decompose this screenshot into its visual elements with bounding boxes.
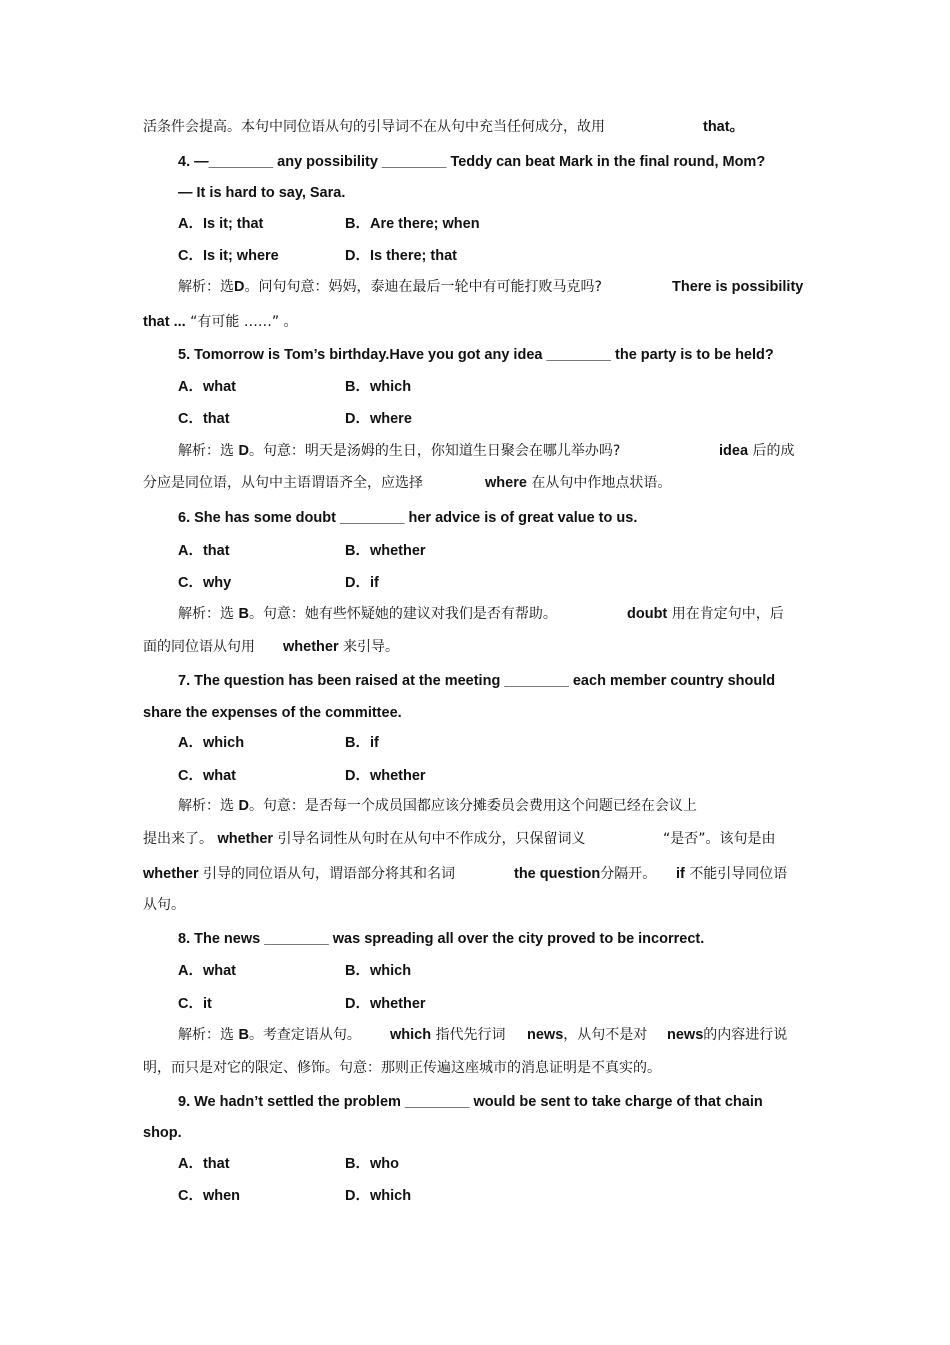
explanation-text: 明，而只是对它的限定、修饰。句意：那则正传遍这座城市的消息证明是不真实的。 xyxy=(143,1060,661,1076)
explanation-keyword: which xyxy=(390,1027,432,1043)
explanation-text: ，从句不是对 xyxy=(563,1027,648,1043)
explanation-text: 的内容进行说 xyxy=(703,1027,788,1043)
explanation-line xyxy=(390,1025,506,1045)
explanation-keyword: whether xyxy=(217,831,274,847)
option-d: D．whether xyxy=(345,996,426,1012)
option-b: B．which xyxy=(345,963,412,979)
question-stem: 4. —________ any possibility ________ Teddy can beat Mark in the final round, Mom? xyxy=(178,154,766,170)
explanation-text: 。问句句意：妈妈，泰迪在最后一轮中有可能打败马克吗? xyxy=(244,279,602,295)
option-d: D．which xyxy=(345,1188,412,1204)
answer-letter: B xyxy=(238,1027,249,1043)
explanation-label: 解析：选 xyxy=(178,443,234,459)
option-c: C．Is it; where xyxy=(178,248,279,264)
explanation-line xyxy=(143,312,298,332)
explanation-line xyxy=(178,1025,361,1045)
explanation-keyword: if xyxy=(676,866,685,882)
explanation-line xyxy=(143,829,586,849)
explanation-line xyxy=(627,604,784,624)
option-b: B．which xyxy=(345,379,412,395)
explanation-text: 来引导。 xyxy=(343,639,400,655)
explanation-keyword: that。 xyxy=(703,119,745,135)
question-stem: 5. Tomorrow is Tom’s birthday.Have you got any idea ________ the party is to be held? xyxy=(178,347,774,363)
explanation-line xyxy=(719,441,794,461)
question-stem-continued: shop. xyxy=(143,1125,182,1141)
option-d: D．Is there; that xyxy=(345,248,457,264)
explanation-text: “有可能 ……” 。 xyxy=(190,314,298,330)
option-b: B．whether xyxy=(345,543,426,559)
explanation-text: 。考查定语从句。 xyxy=(248,1027,361,1043)
explanation-line xyxy=(178,277,602,297)
explanation-text: 面的同位语从句用 xyxy=(143,639,255,655)
option-a: A．that xyxy=(178,1156,230,1172)
option-c: C．what xyxy=(178,768,236,784)
explanation-keyword: where xyxy=(485,475,527,491)
explanation-line xyxy=(667,1025,787,1045)
option-c: C．that xyxy=(178,411,230,427)
option-c: C．why xyxy=(178,575,232,591)
explanation-line xyxy=(283,637,399,657)
explanation-text: 活条件会提高。本句中同位语从句的引导词不在从句中充当任何成分，故用 xyxy=(143,119,605,135)
explanation-label: 解析：选 xyxy=(178,798,234,814)
option-b: B．who xyxy=(345,1156,399,1172)
explanation-text: 后的成 xyxy=(752,443,795,459)
explanation-text: 分应是同位语，从句中主语谓语齐全，应选择 xyxy=(143,475,423,491)
explanation-label: 解析：选 xyxy=(178,606,234,622)
explanation-text: 分隔开。 xyxy=(600,866,657,882)
explanation-keyword: There is possibility xyxy=(672,279,804,295)
option-a: A．what xyxy=(178,963,236,979)
explanation-line xyxy=(178,796,697,816)
option-a: A．that xyxy=(178,543,230,559)
question-stem: 6. She has some doubt ________ her advice is of great value to us. xyxy=(178,510,638,526)
explanation-text: 用在肯定句中，后 xyxy=(671,606,784,622)
explanation-label: 解析：选 xyxy=(178,279,234,295)
answer-letter: D xyxy=(234,279,245,295)
question-stem-continued: share the expenses of the committee. xyxy=(143,705,402,721)
explanation-text: 从句。 xyxy=(143,897,185,913)
option-b: B．if xyxy=(345,735,379,751)
explanation-text: 。句意：她有些怀疑她的建议对我们是否有帮助。 xyxy=(248,606,557,622)
explanation-text: 引导名词性从句时在从句中不作成分，只保留词义 xyxy=(277,831,586,847)
explanation-keyword: news xyxy=(667,1027,704,1043)
explanation-keyword: idea xyxy=(719,443,749,459)
question-stem: 9. We hadn’t settled the problem ________ would be sent to take charge of that chain xyxy=(178,1094,763,1110)
explanation-keyword: that ... xyxy=(143,314,186,330)
option-d: D．where xyxy=(345,411,412,427)
explanation-text: 指代先行词 xyxy=(435,1027,506,1043)
explanation-text: 引导的同位语从句，谓语部分将其和名词 xyxy=(203,866,456,882)
explanation-line xyxy=(143,864,455,884)
explanation-line xyxy=(514,864,656,884)
question-reply: — It is hard to say, Sara. xyxy=(178,185,346,201)
option-d: D．if xyxy=(345,575,379,591)
explanation-line xyxy=(178,604,557,624)
explanation-keyword: whether xyxy=(143,866,199,882)
question-stem: 7. The question has been raised at the meeting ________ each member country should xyxy=(178,673,776,689)
answer-letter: B xyxy=(238,606,249,622)
explanation-keyword: news xyxy=(527,1027,564,1043)
explanation-line xyxy=(143,117,605,137)
answer-letter: D xyxy=(238,798,249,814)
option-c: C．when xyxy=(178,1188,241,1204)
answer-letter: D xyxy=(238,443,249,459)
explanation-keyword: doubt xyxy=(627,606,668,622)
explanation-label: 解析：选 xyxy=(178,1027,234,1043)
explanation-text: “是否”。该句是由 xyxy=(663,831,776,847)
explanation-text: 。句意：是否每一个成员国都应该分摊委员会费用这个问题已经在会议上 xyxy=(248,798,697,814)
option-a: A．Is it; that xyxy=(178,216,264,232)
explanation-line xyxy=(485,473,671,493)
explanation-keyword: whether xyxy=(283,639,339,655)
explanation-keyword: the question xyxy=(514,866,601,882)
option-a: A．which xyxy=(178,735,245,751)
option-a: A．what xyxy=(178,379,236,395)
explanation-line xyxy=(676,864,787,884)
explanation-line xyxy=(178,441,620,461)
explanation-text: 在从句中作地点状语。 xyxy=(531,475,672,491)
explanation-text: 不能引导同位语 xyxy=(689,866,788,882)
option-b: B．Are there; when xyxy=(345,216,480,232)
option-d: D．whether xyxy=(345,768,426,784)
explanation-line xyxy=(143,637,255,657)
explanation-text: 。句意：明天是汤姆的生日，你知道生日聚会在哪儿举办吗? xyxy=(248,443,621,459)
explanation-text: 提出来了。 xyxy=(143,831,213,847)
explanation-line xyxy=(527,1025,647,1045)
option-c: C．it xyxy=(178,996,212,1012)
question-stem: 8. The news ________ was spreading all over the city proved to be incorrect. xyxy=(178,931,705,947)
explanation-line xyxy=(143,473,423,493)
